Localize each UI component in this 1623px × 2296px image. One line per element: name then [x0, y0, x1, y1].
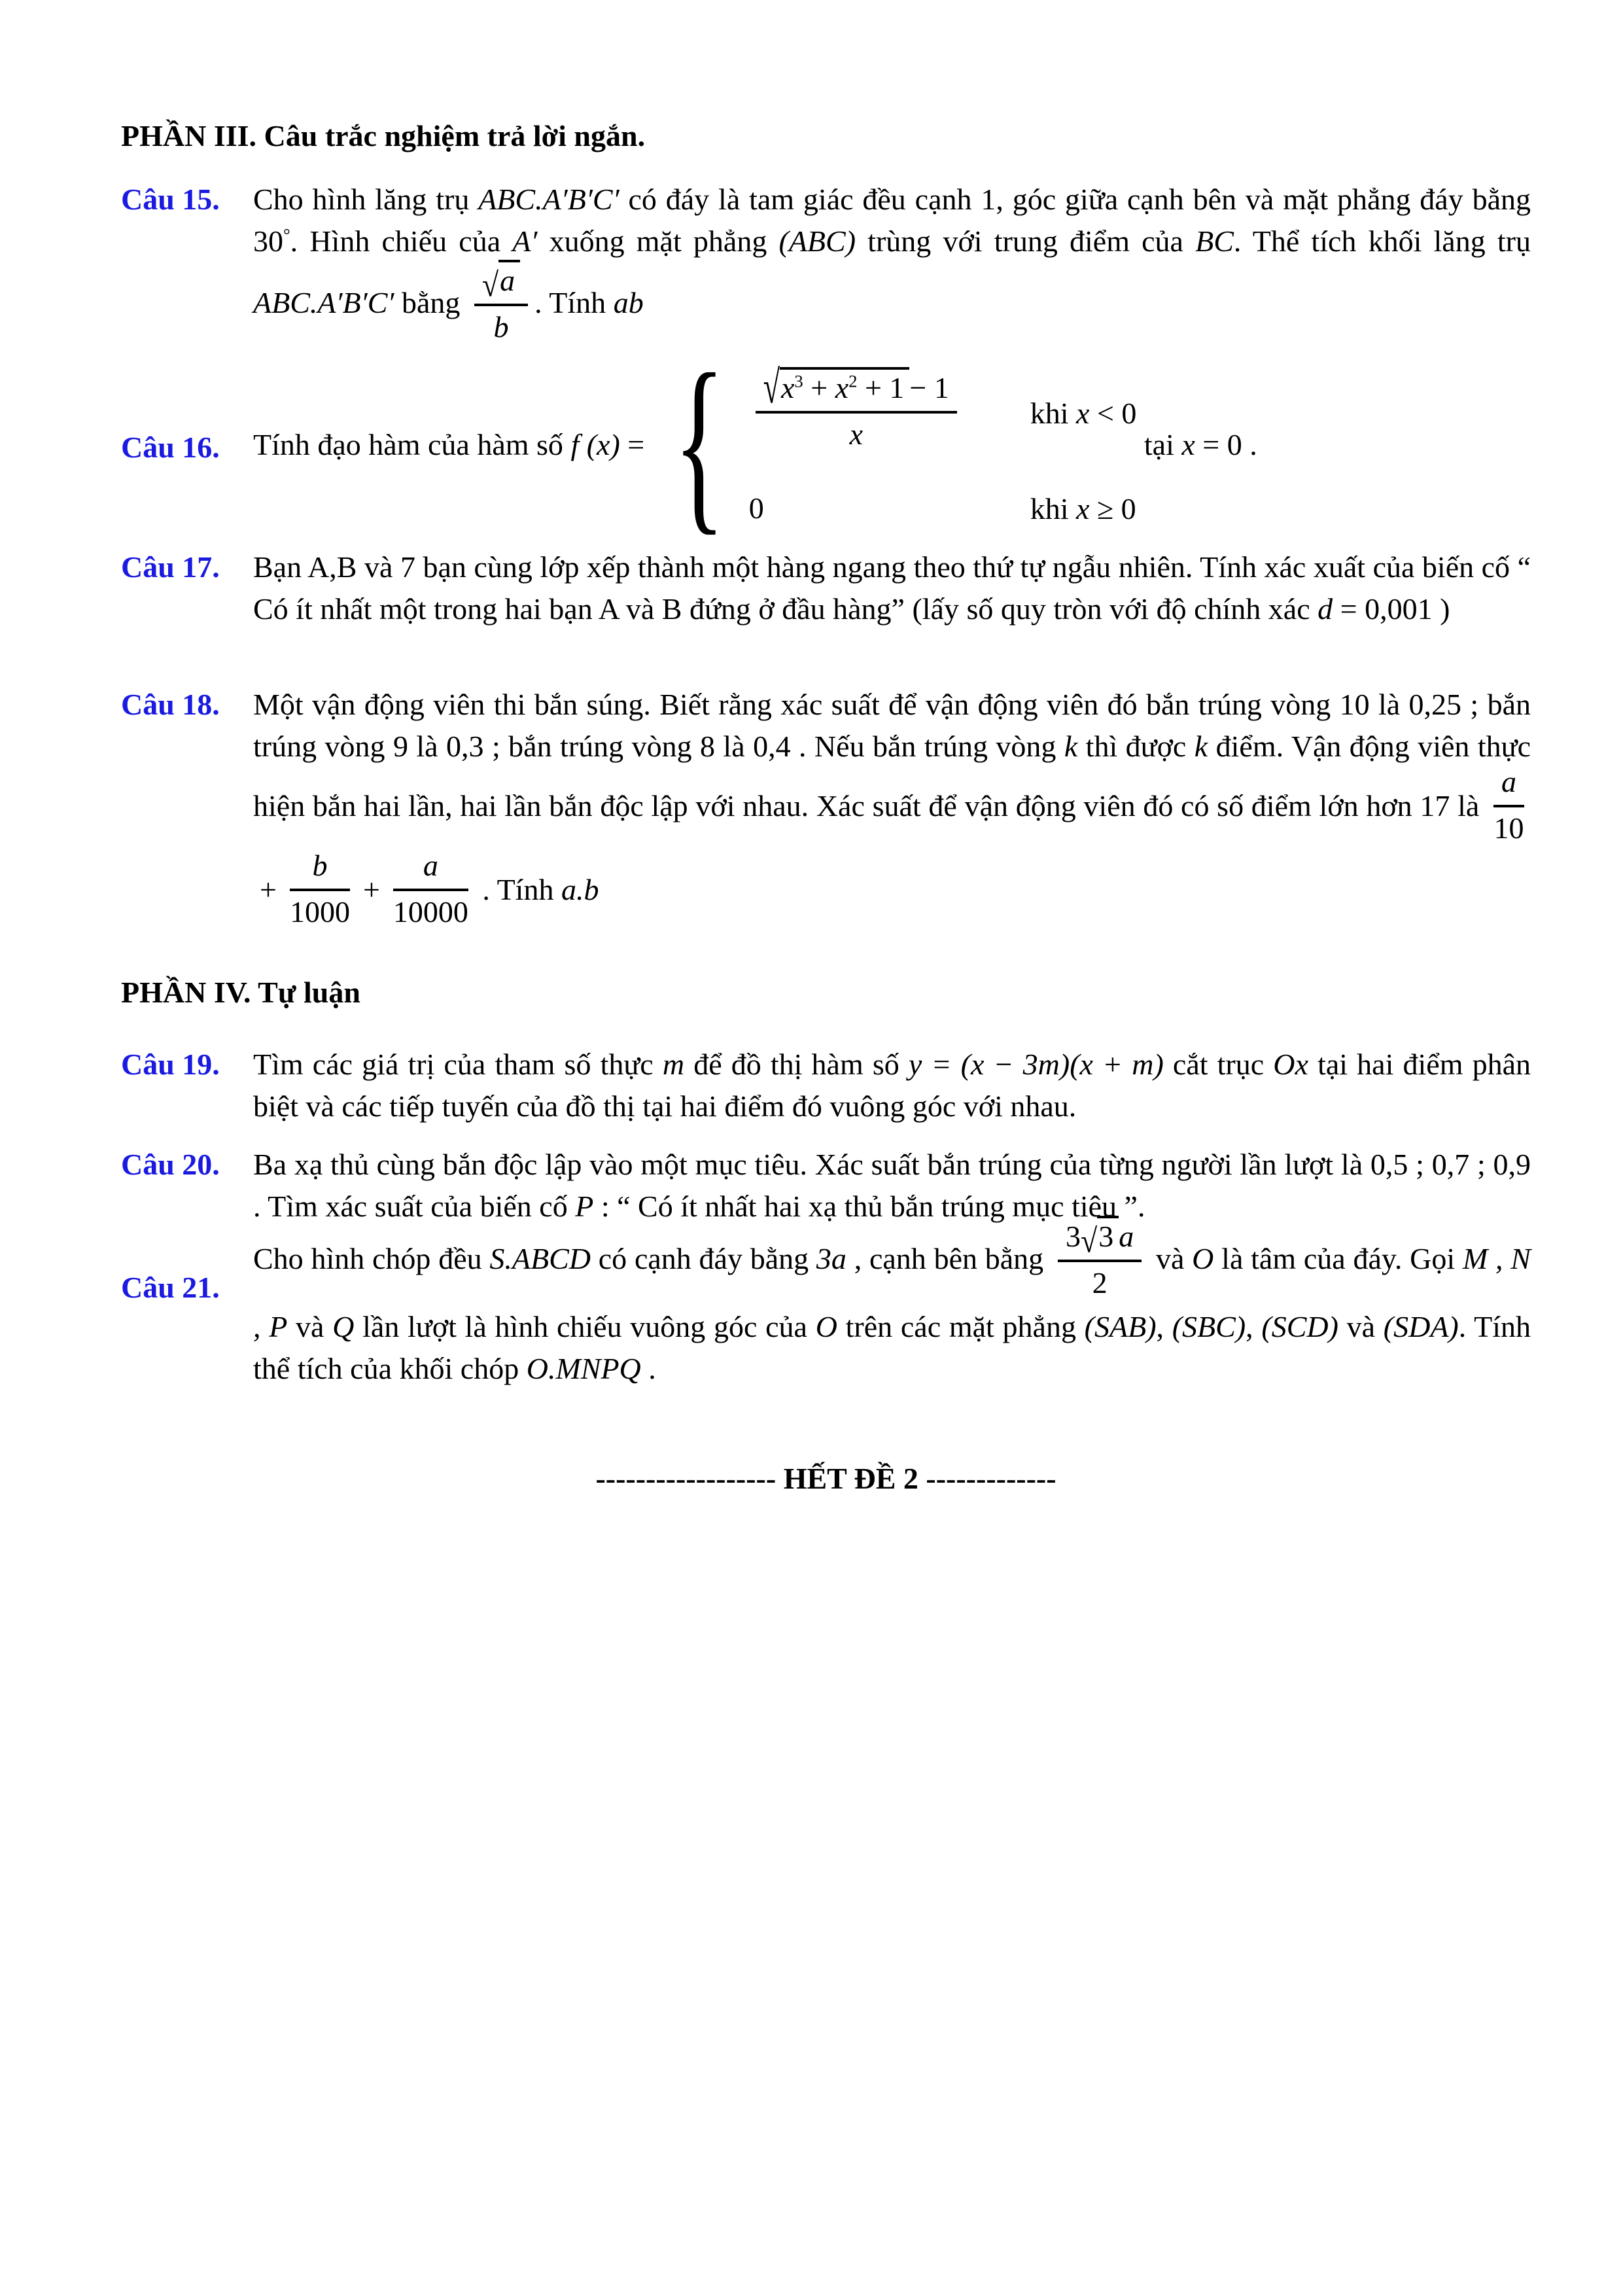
question-17-text — [253, 550, 1531, 626]
fraction-numerator: a — [1493, 762, 1524, 807]
math-run: m — [662, 1048, 685, 1081]
fraction-3sqrt3a-over-2 — [1058, 1213, 1142, 1301]
text-run: Tìm các giá trị của tham số thực — [253, 1048, 663, 1081]
text-run: : “ Có ít nhất hai xạ thủ bắn trúng mục tiêu ”. — [593, 1190, 1145, 1223]
math-run: Q — [332, 1309, 355, 1343]
text-run: . Tính — [534, 286, 614, 320]
radicand: 3 — [1097, 1216, 1119, 1254]
math-run: x — [1076, 397, 1090, 431]
question-19-text — [253, 1048, 1531, 1123]
case-formula — [749, 361, 1030, 457]
question-15-text — [253, 183, 1531, 344]
math-run: f (x) — [570, 427, 620, 461]
radical-sign-icon: √ — [1080, 1222, 1098, 1260]
radical-sign-icon: √ — [481, 266, 499, 304]
math-run: a — [1119, 1220, 1134, 1253]
radical — [481, 260, 520, 304]
radical — [763, 361, 910, 413]
text-run: có đáy là tam giác đều cạnh 1, góc giữa cạnh bên và mặt phẳng đáy bằng — [619, 183, 1531, 216]
question-21-label: Câu 21. — [121, 1271, 220, 1304]
math-run: ≥ 0 — [1089, 491, 1136, 525]
text-run: , cạnh bên bằng — [846, 1242, 1051, 1276]
question-15-label: Câu 15. — [121, 183, 220, 216]
math-run: x — [1076, 491, 1090, 525]
question-20-text — [253, 1148, 1531, 1223]
case-condition — [1030, 396, 1137, 431]
math-run: ABC.A′B′C′ — [253, 286, 394, 320]
math-run: x — [1181, 427, 1195, 461]
text-run: , — [1156, 1309, 1172, 1343]
math-run: ab — [613, 286, 644, 320]
text-run: , — [1246, 1309, 1262, 1343]
text-run: ) — [1432, 592, 1450, 626]
text-run: để đồ thị hàm số — [684, 1048, 909, 1081]
equals-sign: = — [620, 427, 652, 461]
footer-dashes-left: ------------------ — [595, 1462, 777, 1495]
question-16-label: Câu 16. — [121, 431, 220, 465]
math-run: d — [1318, 592, 1333, 626]
cases-brace-icon: { — [673, 334, 725, 552]
math-run: k — [1194, 730, 1208, 763]
text-run: Tính đạo hàm của hàm số — [253, 427, 571, 461]
math-run: M , N , P — [253, 1242, 1531, 1343]
question-21 — [121, 1218, 1531, 1390]
operator: + 1 — [857, 371, 905, 404]
math-run: x — [835, 371, 849, 404]
text-run: Ba xạ thủ cùng bắn độc lập vào một mục tiêu. Xác suất bắn trúng của từng người lần lượt là 0,5 ; 0,7 ; 0,9 . Tìm xác suất của biến cố — [253, 1148, 1531, 1223]
case-row — [749, 491, 1137, 526]
fraction-denominator: 10 — [1493, 811, 1524, 845]
text-run: cắt trục — [1163, 1048, 1274, 1081]
math-run: A′ — [512, 224, 538, 258]
fraction — [756, 361, 957, 452]
math-run: (SCD) — [1261, 1309, 1338, 1343]
question-18 — [121, 684, 1531, 935]
text-run: trùng với trung điểm của — [856, 224, 1196, 258]
text-run: và — [287, 1309, 333, 1343]
math-run: − 1 — [909, 371, 949, 404]
math-run: (SBC) — [1172, 1309, 1246, 1343]
math-run: 3 — [1065, 1220, 1081, 1253]
radicand: a — [498, 260, 520, 298]
fraction-b-over-1000 — [290, 846, 350, 930]
math-run: (SDA) — [1383, 1309, 1459, 1343]
fraction-denominator: b — [493, 309, 509, 344]
text-run: . — [640, 1351, 656, 1385]
end-of-exam-footer — [121, 1458, 1531, 1500]
plus-sign: + — [260, 873, 277, 907]
question-15 — [121, 179, 1531, 350]
fraction-numerator — [474, 257, 528, 306]
section-3-heading: PHẦN III. Câu trắc nghiệm trả lời ngắn. — [121, 119, 646, 152]
math-run: = 0,001 — [1333, 592, 1433, 626]
math-run: (SAB) — [1084, 1309, 1157, 1343]
fraction-sqrt-a-over-b — [474, 257, 528, 345]
question-16-text — [253, 334, 1257, 552]
section-4-heading: PHẦN IV. Tự luận — [121, 976, 360, 1009]
text-run: có cạnh đáy bằng — [590, 1242, 816, 1276]
text-run: . Thể tích khối lăng trụ — [1233, 224, 1531, 258]
text-run: bằng — [394, 286, 468, 320]
question-21-text — [253, 1220, 1531, 1385]
fraction-numerator — [1058, 1213, 1142, 1262]
text-run: và — [1148, 1242, 1193, 1276]
text-run: tại — [1136, 427, 1182, 461]
radical — [1080, 1216, 1119, 1260]
text-run: Bạn A,B và 7 bạn cùng lớp xếp thành một hàng ngang theo thứ tự ngẫu nhiên. Tính xác xuất của biến cố “ Có ít nhất một trong hai bạn A và B đứng ở đầu hàng” (lấy số quy tròn với độ chính xác — [253, 550, 1531, 626]
text-run: . Tính — [474, 873, 561, 907]
radical-sign-icon: √ — [763, 361, 780, 413]
degree-superscript: ° — [283, 224, 290, 245]
math-run: x — [780, 371, 795, 404]
fraction-denominator: 10000 — [393, 894, 468, 928]
math-run: BC — [1195, 224, 1234, 258]
math-run: y = (x − 3m)(x + m) — [908, 1048, 1164, 1081]
math-run: (ABC) — [778, 224, 856, 258]
text-run: khi — [1030, 397, 1077, 431]
text-run: điểm. Vận động viên thực hiện bắn hai lần, hai lần bắn độc lập với nhau. Xác suất để vận động viên đó có số điểm lớn hơn 17 là — [253, 730, 1531, 823]
text-run: là tâm của đáy. Gọi — [1213, 1242, 1463, 1276]
math-run: 3a — [816, 1242, 846, 1276]
radicand — [780, 367, 909, 406]
math-run: 30 — [253, 224, 283, 258]
question-17 — [121, 546, 1531, 630]
math-run: S.ABCD — [489, 1242, 591, 1276]
exponent: 3 — [794, 371, 803, 391]
fraction-denominator: x — [849, 417, 864, 451]
question-18-text — [253, 688, 1531, 928]
math-run: ABC.A′B′C′ — [478, 183, 620, 216]
math-run: < 0 — [1089, 397, 1137, 431]
fraction-denominator: 1000 — [289, 894, 350, 928]
text-run: . Hình chiếu của — [290, 224, 513, 258]
case-condition — [1030, 491, 1136, 526]
text-run: thì được — [1077, 730, 1195, 763]
text-run: khi — [1030, 491, 1077, 525]
text-run: . Tính thể tích của khối chóp — [253, 1309, 1531, 1385]
footer-dashes-right: ------------- — [926, 1462, 1056, 1495]
text-run: lần lượt là hình chiếu vuông góc của — [354, 1309, 816, 1343]
math-run: O — [1192, 1242, 1214, 1276]
exponent: 2 — [848, 371, 858, 391]
fraction-numerator: b — [290, 846, 350, 891]
text-run: và — [1338, 1309, 1384, 1343]
math-run: O.MNPQ — [526, 1351, 641, 1385]
question-18-label: Câu 18. — [121, 688, 220, 721]
text-run: trên các mặt phẳng — [837, 1309, 1085, 1343]
question-20-label: Câu 20. — [121, 1148, 220, 1181]
math-run: = 0 — [1195, 427, 1242, 461]
text-run: tại hai điểm phân biệt và các tiếp tuyến của đồ thị tại hai điểm đó vuông góc với nhau. — [253, 1048, 1531, 1123]
math-run: Ox — [1273, 1048, 1308, 1081]
fraction-a-over-10000 — [393, 846, 468, 930]
plus-sign: + — [362, 873, 380, 907]
text-run: Cho hình chóp đều — [253, 1242, 490, 1276]
fraction-a-over-10 — [1493, 762, 1524, 846]
math-run: k — [1064, 730, 1078, 763]
operator: + — [803, 371, 835, 404]
case-formula: 0 — [748, 491, 764, 525]
question-20 — [121, 1144, 1531, 1227]
math-run: P — [575, 1190, 594, 1223]
text-run: Cho hình lăng trụ — [253, 183, 479, 216]
fraction-denominator: 2 — [1092, 1265, 1108, 1299]
fraction-numerator: a — [393, 846, 468, 891]
math-run: a.b — [561, 873, 599, 907]
question-16 — [121, 334, 1531, 552]
footer-title: HẾT ĐỀ 2 — [776, 1462, 926, 1495]
question-17-label: Câu 17. — [121, 550, 220, 584]
question-19-label: Câu 19. — [121, 1048, 220, 1081]
text-run: Một vận động viên thi bắn súng. Biết rằng xác suất để vận động viên đó bắn trúng vòng 10 là 0,25 ; bắn trúng vòng 9 là 0,3 ; bắn trúng vòng 8 là 0,4 . Nếu bắn trúng vòng — [253, 688, 1531, 763]
fraction-numerator — [756, 361, 957, 414]
math-run: O — [815, 1309, 837, 1343]
text-run: . — [1242, 427, 1257, 461]
case-row — [749, 361, 1137, 457]
piecewise-cases — [748, 361, 1137, 526]
question-19 — [121, 1044, 1531, 1127]
text-run: xuống mặt phẳng — [537, 224, 779, 258]
